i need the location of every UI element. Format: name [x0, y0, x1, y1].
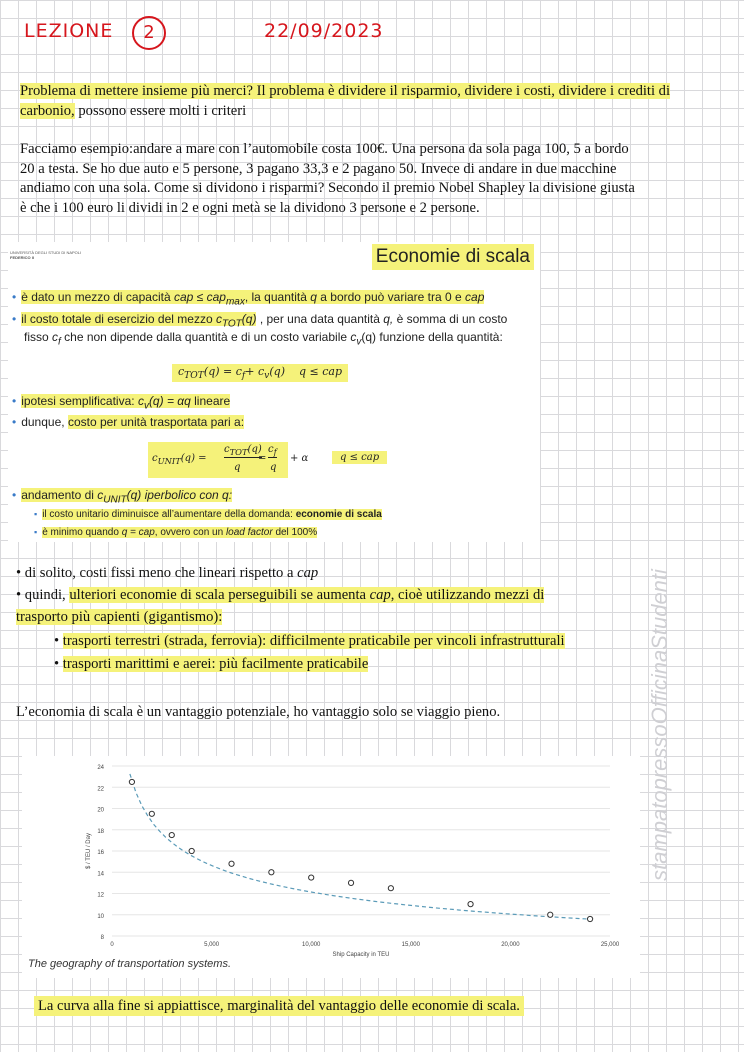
- data-point: [548, 912, 553, 917]
- x-tick-label: 25,000: [600, 942, 620, 948]
- math: c: [215, 312, 222, 326]
- text-highlight: trasporti terrestri (strada, ferrovia): difficilmente praticabile per vincoli infrastrutturali: [62, 633, 565, 649]
- math: cap: [465, 290, 485, 304]
- math-sub: v: [356, 336, 362, 348]
- math: cap: [369, 587, 391, 603]
- logo-text-top: UNIVERSITÀ DEGLI STUDI DI NAPOLI: [10, 250, 82, 255]
- chart-container: [22, 756, 640, 978]
- lezione-label: LEZIONE: [24, 20, 114, 42]
- data-point: [468, 902, 473, 907]
- watermark: [648, 535, 672, 915]
- text: quindi,: [24, 587, 66, 603]
- data-point: [309, 875, 314, 880]
- economia-note: L’economia di scala è un vantaggio potenziale, ho vantaggio solo se viaggio pieno.: [16, 704, 501, 720]
- text: il costo unitario diminuisce all’aumentare della domanda:: [42, 509, 293, 520]
- lesson-number-circle: [132, 16, 166, 50]
- math: cap: [297, 565, 319, 581]
- slide-bullet-4: • dunque, costo per unità trasportata pari a:: [12, 415, 245, 429]
- math: + α: [290, 453, 309, 464]
- math: c: [97, 488, 104, 502]
- text: di solito, costi fissi meno che lineari rispetto a: [24, 565, 294, 581]
- text: a bordo può variare tra 0 e: [320, 290, 462, 304]
- example-paragraph: [20, 140, 720, 218]
- y-tick-label: 18: [97, 828, 104, 835]
- math: (q) = c: [203, 365, 242, 378]
- x-tick-label: 10,000: [302, 942, 321, 948]
- math-fraction-den: q: [270, 462, 277, 473]
- text-bold: economie di scala: [295, 509, 382, 520]
- text: , ovvero con un: [154, 527, 224, 538]
- x-axis-label: Ship Capacity in TEU: [332, 952, 390, 958]
- text-highlight: costo per unità trasportata pari a:: [67, 415, 245, 429]
- slide-bullet-2: • il costo totale di esercizio del mezzo $c_{TOT}(q)$ , per una data quantità q, è somma di un costo: [12, 312, 508, 330]
- math: (q): [241, 312, 257, 326]
- text: lineare: [194, 394, 231, 408]
- lesson-date: 22/09/2023: [264, 20, 384, 42]
- math: (q) = αq: [148, 394, 191, 408]
- conclusion: [34, 998, 524, 1015]
- text-highlight: trasporto più capienti (gigantismo):: [16, 609, 223, 625]
- example-line: 20 a testa. Se ho due auto e 5 persone, 3 pagano 33,3 e 2 pagano 50. Invece di andare in due macchine: [20, 160, 617, 177]
- x-tick-label: 5,000: [204, 942, 220, 948]
- data-point: [388, 886, 393, 891]
- math-sub: UNIT: [103, 494, 127, 506]
- math: q = cap: [121, 527, 155, 538]
- note-subbullet-2: • trasporti marittimi e aerei: più facilmente praticabile: [54, 656, 369, 672]
- slide-title: Economie di scala: [372, 244, 534, 270]
- math: q:: [222, 488, 233, 502]
- slide-subbullet-1: ▪ il costo unitario diminuisce all’aumentare della domanda: economie di scala: [34, 509, 382, 520]
- y-tick-label: 24: [97, 765, 104, 771]
- trend-line: [130, 774, 590, 919]
- data-point: [229, 861, 234, 866]
- text: fisso: [24, 330, 49, 344]
- slide-bullet-1: • è dato un mezzo di capacità cap ≤ cap$_{max}$, la quantità q a bordo può variare tra 0 e cap: [12, 290, 485, 308]
- university-logo: [10, 250, 82, 260]
- x-tick-label: 15,000: [401, 942, 420, 948]
- math-fraction-den: q: [234, 462, 241, 473]
- math: q ≤ cap: [298, 365, 342, 378]
- text: è dato un mezzo di capacità: [21, 290, 171, 304]
- math: (q) iperbolico con: [126, 488, 219, 502]
- example-line: andiamo con una sola. Come si dividono i risparmi? Secondo il premio Nobel Shapley la divisione giusta: [20, 180, 635, 196]
- text: , per una data quantità: [259, 312, 380, 326]
- y-tick-label: 16: [97, 850, 104, 856]
- formula-ctot: [172, 364, 348, 382]
- intro-rest: possono essere molti i criteri: [74, 102, 247, 119]
- note-bullet-2: • quindi, ulteriori economie di scala perseguibili se aumenta cap, cioè utilizzando mezzi di: [16, 587, 545, 603]
- math-fraction-num: $c_{TOT}(q)$: [224, 444, 262, 457]
- math-sub: f: [241, 370, 246, 382]
- text: ipotesi semplificativa:: [21, 394, 135, 408]
- text: dunque,: [21, 415, 65, 429]
- text-highlight: La curva alla fine si appiattisce, marginalità del vantaggio delle economie di scala.: [34, 996, 524, 1016]
- math-sub: TOT: [184, 370, 204, 382]
- data-point: [169, 832, 174, 837]
- watermark-text: stampatopressoOfficinaStudenti: [647, 569, 672, 881]
- math-sub: v: [143, 400, 149, 412]
- math: q: [310, 290, 317, 304]
- x-tick-label: 20,000: [501, 942, 520, 948]
- x-tick-label: 0: [110, 942, 114, 948]
- slide-bullet-2-line2: [24, 330, 503, 347]
- data-point: [149, 811, 154, 816]
- y-tick-label: 22: [97, 786, 104, 793]
- text: andamento di: [21, 488, 94, 502]
- y-tick-label: 8: [100, 935, 104, 941]
- y-tick-label: 12: [97, 892, 104, 899]
- math: $c_{UNIT}(q)$ =: [152, 453, 207, 466]
- note-bullet-2-line2: [16, 609, 222, 626]
- math-sub: f: [58, 336, 61, 348]
- y-axis-label: $ / TEU / Day: [86, 833, 92, 869]
- formula-cunit: [148, 442, 288, 478]
- intro-paragraph: [20, 82, 700, 121]
- note-bullet-1: • di solito, costi fissi meno che lineari rispetto a cap: [16, 565, 319, 581]
- math: c: [178, 365, 185, 378]
- text-highlight: trasporti marittimi e aerei: più facilmente praticabile: [62, 656, 369, 672]
- text: del 100%: [275, 527, 318, 538]
- note-subbullet-1: • trasporti terrestri (strada, ferrovia): difficilmente praticabile per vincoli infrastrutturali: [54, 633, 565, 649]
- math-sub: max: [225, 296, 245, 308]
- math-sub: TOT: [221, 318, 242, 330]
- data-point: [129, 779, 134, 784]
- text: (q) funzione della quantità:: [361, 330, 503, 344]
- data-point: [269, 870, 274, 875]
- text-italic: load factor: [225, 527, 273, 538]
- formula-cunit-condition: q ≤ cap: [332, 451, 387, 464]
- slide-bullet-5: • andamento di $c_{UNIT}(q)$ iperbolico con q:: [12, 488, 233, 506]
- math: (q): [269, 365, 285, 378]
- y-tick-label: 14: [97, 871, 104, 878]
- math: q,: [383, 312, 394, 326]
- ship-capacity-chart: [22, 756, 640, 978]
- y-tick-label: 20: [97, 807, 104, 814]
- intro-highlight: Problema di mettere insieme più merci? Il problema è dividere il risparmio, dividere i costi, dividere i crediti di carbonio,: [20, 83, 671, 119]
- text-highlight: ulteriori economie di scala perseguibili se aumenta: [69, 587, 367, 603]
- example-line: è che i 100 euro li dividi in 2 e ogni metà se la dividono 3 persone e 2 persone.: [20, 199, 480, 216]
- math-sub: v: [264, 370, 270, 382]
- data-point: [348, 880, 353, 885]
- text: il costo totale di esercizio del mezzo: [21, 312, 213, 326]
- text: è minimo quando: [42, 527, 119, 538]
- math: cap ≤ cap: [173, 290, 226, 304]
- slide-bullet-3: • ipotesi semplificativa: $c_v(q) = \alpha q$ lineare: [12, 394, 231, 412]
- chart-caption: The geography of transportation systems.: [28, 958, 231, 970]
- math: + c: [245, 365, 265, 378]
- logo-text-name: FEDERICO II: [10, 255, 35, 260]
- text: che non dipende dalla quantità e di un costo variabile: [64, 330, 348, 344]
- text: è somma di un costo: [396, 312, 508, 326]
- lesson-number: 2: [143, 22, 155, 43]
- math: c: [137, 394, 144, 408]
- example-line: Facciamo esempio:andare a mare con l’automobile costa 100€. Una persona da sola paga 100, 5 a bordo: [20, 141, 629, 157]
- data-point: [587, 916, 592, 921]
- math: =: [258, 453, 267, 464]
- math: c: [350, 330, 357, 344]
- math-fraction-num: $c_f$: [268, 444, 277, 457]
- slide-subbullet-2: ▪ è minimo quando q = cap, ovvero con un load factor del 100%: [34, 527, 318, 538]
- math: c: [52, 330, 59, 344]
- data-point: [189, 848, 194, 853]
- text: , la quantità: [244, 290, 307, 304]
- text-highlight: , cioè utilizzando mezzi di: [390, 587, 545, 603]
- slide-economie-di-scala: [8, 242, 540, 542]
- y-tick-label: 10: [97, 913, 104, 920]
